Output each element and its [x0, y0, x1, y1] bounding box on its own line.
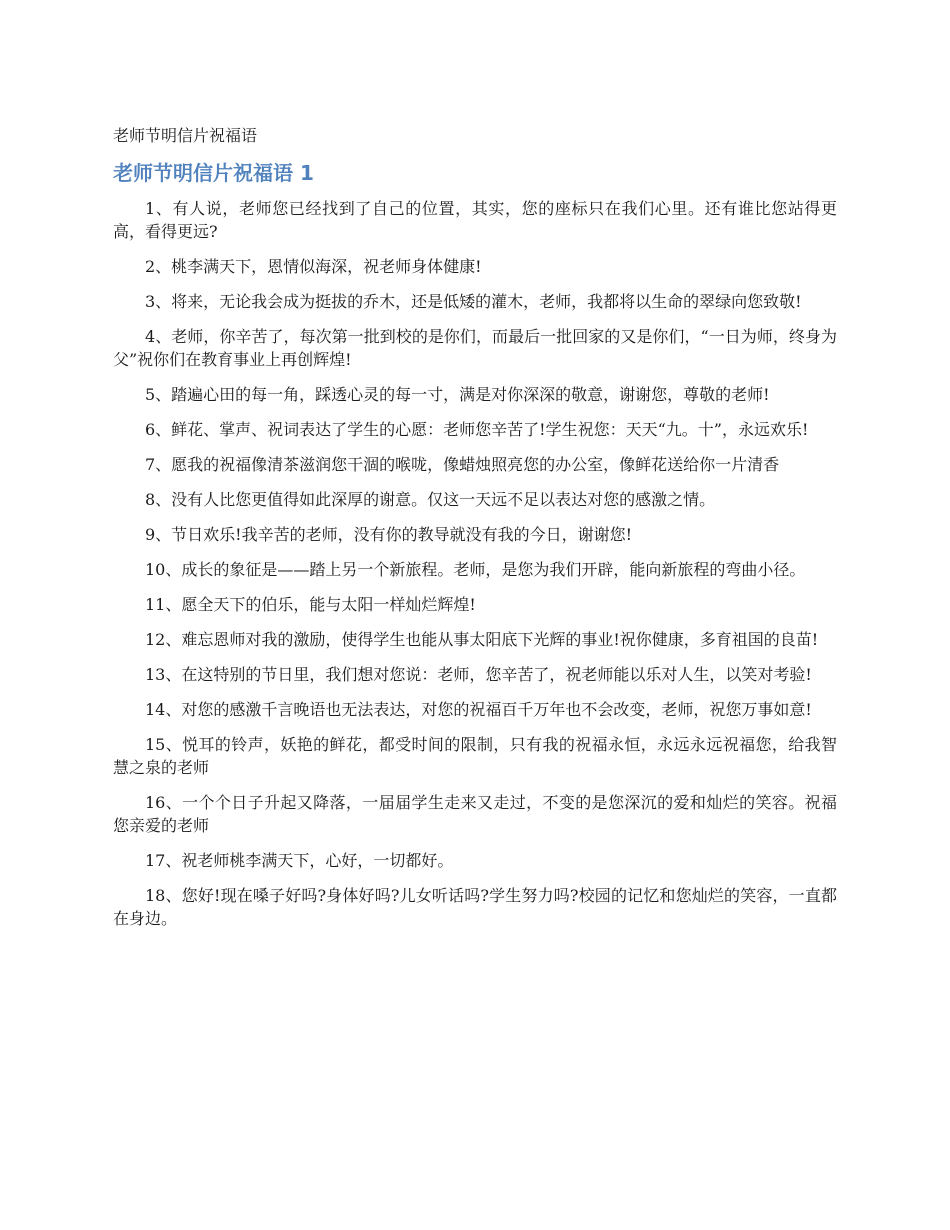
document-title: 老师节明信片祝福语 — [113, 126, 258, 145]
wish-item-11: 11、愿全天下的伯乐，能与太阳一样灿烂辉煌! — [145, 595, 476, 614]
wish-item-4: 4、老师，你辛苦了，每次第一批到校的是你们，而最后一批回家的又是你们，“一日为师，终身为父”祝你们在教育事业上再创辉煌! — [113, 327, 837, 369]
wish-item-16: 16、一个个日子升起又降落，一届届学生走来又走过，不变的是您深沉的爱和灿烂的笑容。祝福您亲爱的老师 — [113, 793, 837, 835]
wish-item-8: 8、没有人比您更值得如此深厚的谢意。仅这一天远不足以表达对您的感激之情。 — [145, 490, 716, 509]
wish-item-7: 7、愿我的祝福像清茶滋润您干涸的喉咙，像蜡烛照亮您的办公室，像鲜花送给你一片清香 — [145, 455, 780, 474]
section-heading: 老师节明信片祝福语 1 — [113, 161, 314, 185]
wish-item-18: 18、您好!现在嗓子好吗?身体好吗?儿女听话吗?学生努力吗?校园的记忆和您灿烂的笑容，一直都在身边。 — [113, 886, 837, 928]
wish-list — [113, 197, 837, 930]
wish-item-9: 9、节日欢乐!我辛苦的老师，没有你的教导就没有我的今日，谢谢您! — [145, 525, 633, 544]
wish-item-14: 14、对您的感激千言晚语也无法表达，对您的祝福百千万年也不会改变，老师，祝您万事如意! — [145, 700, 812, 719]
wish-item-2: 2、桃李满天下，恩情似海深，祝老师身体健康! — [145, 257, 482, 276]
wish-item-3: 3、将来，无论我会成为挺拔的乔木，还是低矮的灌木，老师，我都将以生命的翠绿向您致敬! — [145, 292, 802, 311]
wish-item-1: 1、有人说，老师您已经找到了自己的位置，其实，您的座标只在我们心里。还有谁比您站得更高，看得更远? — [113, 199, 837, 241]
wish-item-5: 5、踏遍心田的每一角，踩透心灵的每一寸，满是对你深深的敬意，谢谢您，尊敬的老师! — [145, 385, 770, 404]
wish-item-10: 10、成长的象征是——踏上另一个新旅程。老师，是您为我们开辟，能向新旅程的弯曲小径。 — [145, 560, 806, 579]
document-page — [113, 124, 837, 942]
wish-item-13: 13、在这特别的节日里，我们想对您说：老师，您辛苦了，祝老师能以乐对人生，以笑对考验! — [145, 665, 812, 684]
wish-item-15: 15、悦耳的铃声，妖艳的鲜花，都受时间的限制，只有我的祝福永恒，永远永远祝福您，给我智慧之泉的老师 — [113, 735, 837, 777]
wish-item-12: 12、难忘恩师对我的激励，使得学生也能从事太阳底下光辉的事业!祝你健康，多育祖国的良苗! — [145, 630, 819, 649]
wish-item-6: 6、鲜花、掌声、祝词表达了学生的心愿：老师您辛苦了!学生祝您：天天“九。十”，永远欢乐! — [145, 420, 809, 439]
wish-item-17: 17、祝老师桃李满天下，心好，一切都好。 — [145, 851, 454, 870]
